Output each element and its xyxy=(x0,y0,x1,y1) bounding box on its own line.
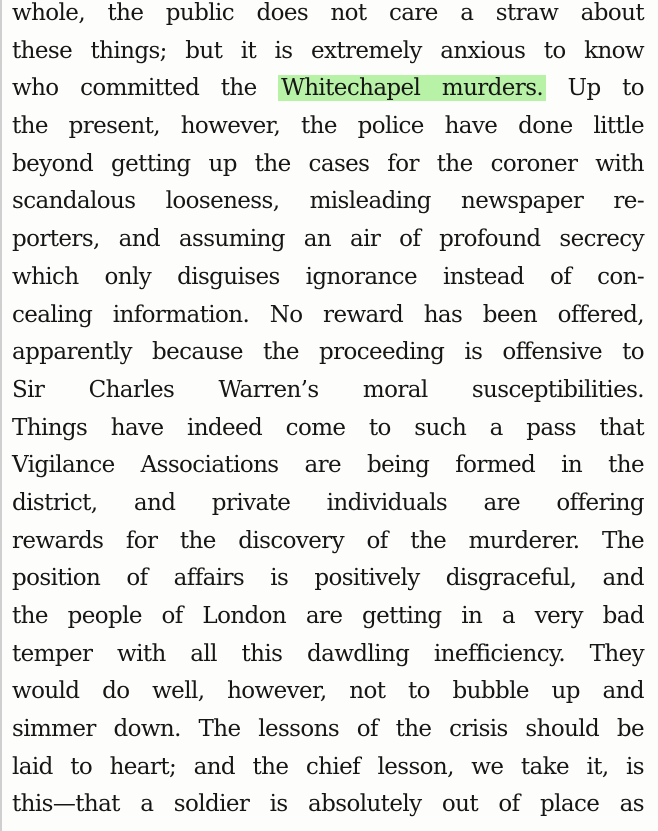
text-line: rewards for the discovery of the murderer. The xyxy=(12,527,644,554)
text-line: scandalous looseness, misleading newspaper re- xyxy=(12,188,644,215)
text-line: beyond getting up the cases for the coroner with xyxy=(12,150,644,177)
text-line: whole, the public does not care a straw about xyxy=(12,0,644,26)
text-line: apparently because the proceeding is offensive to xyxy=(12,339,644,366)
text-line: temper with all this dawdling inefficiency. They xyxy=(12,640,644,667)
text-line: Things have indeed come to such a pass that xyxy=(12,414,644,441)
text-line: cealing information. No reward has been offered, xyxy=(12,301,644,328)
text-line: district, and private individuals are offering xyxy=(12,489,644,516)
text-segment: who committed the xyxy=(12,75,279,102)
text-line: laid to heart; and the chief lesson, we take it, is xyxy=(12,753,644,780)
text-line-with-highlight xyxy=(12,70,644,108)
text-line: this—that a soldier is absolutely out of place as xyxy=(12,791,644,818)
text-line: these things; but it is extremely anxious to know xyxy=(12,37,644,64)
text-line: Sir Charles Warren’s moral susceptibilities. xyxy=(12,376,644,403)
text-line: Vigilance Associations are being formed in the xyxy=(12,452,644,479)
text-line: the present, however, the police have done little xyxy=(12,113,644,140)
text-line: the people of London are getting in a very bad xyxy=(12,603,644,629)
text-line: position of affairs is positively disgraceful, and xyxy=(12,565,644,592)
text-line: porters, and assuming an air of profound secrecy xyxy=(12,226,644,253)
text-line: which only disguises ignorance instead of con- xyxy=(12,263,644,290)
text-segment: Up to xyxy=(546,75,644,102)
text-line: would do well, however, not to bubble up and xyxy=(12,678,644,705)
highlighted-phrase: Whitechapel murders. xyxy=(278,75,546,101)
text-line: simmer down. The lessons of the crisis should be xyxy=(12,716,644,743)
article-column xyxy=(12,0,644,824)
